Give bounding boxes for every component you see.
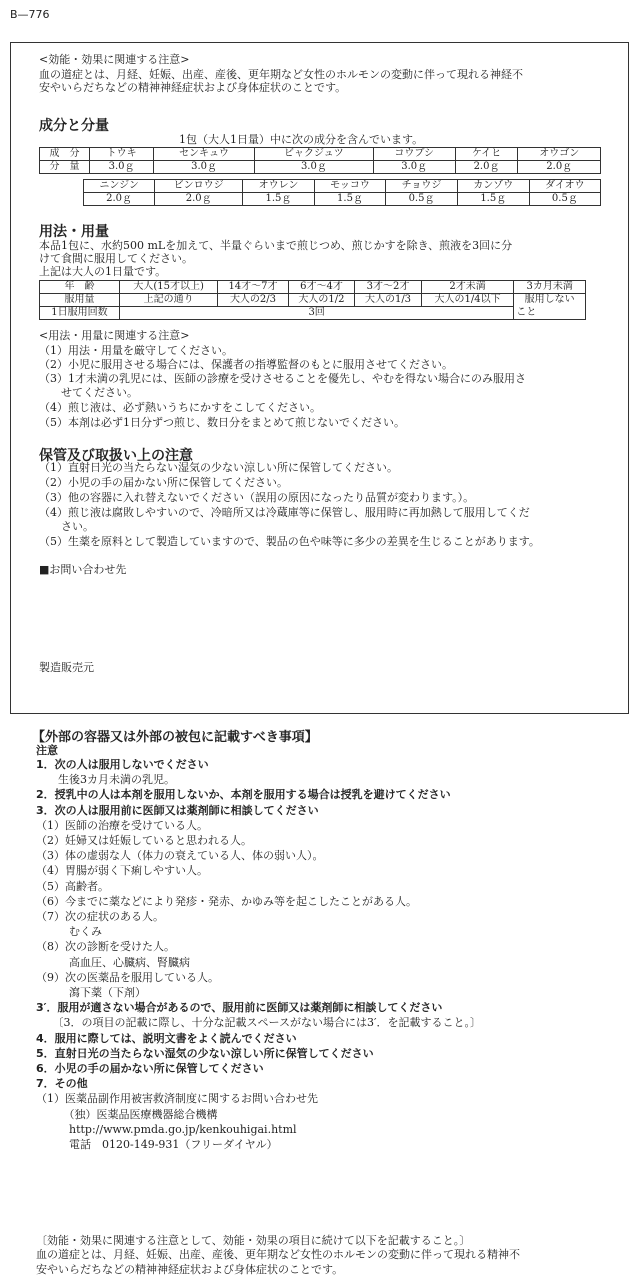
table-cell: ダイオウ	[529, 180, 600, 193]
page-code: B—776	[10, 8, 50, 21]
outer-caution-line: 電話 0120-149-931（フリーダイヤル）	[36, 1138, 278, 1151]
footer-line: 〔効能・効果に関連する注意として、効能・効果の項目に続けて以下を記載すること。〕	[36, 1234, 471, 1247]
ingredients-intro: 1包（大人1日量）中に次の成分を含んでいます。	[179, 133, 424, 146]
table-cell: 3.0ｇ	[154, 161, 255, 174]
outer-caution-line: むくみ	[36, 925, 102, 939]
table-cell: センキュウ	[154, 148, 255, 161]
table-cell: 大人の2/3	[218, 294, 288, 307]
outer-caution-line: （5）高齢者。	[36, 879, 109, 893]
outer-caution-line: 3′．服用が適さない場合があるので、服用前に医師又は薬剤師に相談してください	[36, 1001, 443, 1015]
outer-caution-line: 生後3カ月未満の乳児。	[36, 773, 175, 787]
table-cell: オウレン	[243, 180, 315, 193]
usage-notes-heading: <用法・用量に関連する注意>	[39, 329, 190, 342]
table-cell: 年 齢	[40, 281, 120, 294]
table-cell: 2.0ｇ	[518, 161, 601, 174]
outer-caution-line: （3）体の虚弱な人（体力の衰えている人、体の弱い人）。	[36, 849, 324, 863]
table-cell: ビンロウジ	[155, 180, 243, 193]
table-cell: 2才未満	[421, 281, 514, 294]
outer-caution-line: （独）医薬品医療機器総合機構	[36, 1107, 218, 1121]
table-cell: 服用量	[40, 294, 120, 307]
table-cell: 大人の1/4以下	[421, 294, 514, 307]
inquiry-label: ■お問い合わせ先	[39, 563, 127, 576]
table-cell: 服用しない	[514, 294, 586, 307]
table-cell: 分 量	[40, 161, 90, 174]
dosage-table	[39, 280, 586, 320]
table-cell: 3カ月未満	[514, 281, 586, 294]
table-cell: 6才〜4才	[288, 281, 355, 294]
table-cell: 14才〜7才	[218, 281, 288, 294]
outer-caution: 注意	[36, 744, 58, 757]
storage-note: （4）煎じ液は腐敗しやすいので、冷暗所又は冷蔵庫等に保管し、服用時に再加熱して服用してくだ	[39, 506, 530, 519]
table-cell: 3.0ｇ	[373, 161, 455, 174]
table-cell: 0.5ｇ	[529, 193, 600, 206]
table-cell: トウキ	[90, 148, 154, 161]
footer-line: 安やいらだちなどの精神神経症状および身体症状のことです。	[36, 1263, 344, 1276]
table-cell: 2.0ｇ	[455, 161, 518, 174]
outer-caution-line: 7．その他	[36, 1077, 88, 1091]
ingredients-table-2	[83, 179, 601, 206]
outer-heading: 【外部の容器又は外部の被包に記載すべき事項】	[32, 730, 318, 745]
storage-note: さい。	[39, 520, 94, 533]
storage-note: （2）小児の手の届かない所に保管してください。	[39, 476, 288, 489]
usage-line: けて食間に服用してください。	[39, 252, 193, 265]
outer-caution-line: （2）妊婦又は妊娠していると思われる人。	[36, 834, 252, 847]
storage-note: （5）生薬を原料として製造していますので、製品の色や味等に多少の差異を生じることがあります。	[39, 535, 540, 548]
usage-note: （5）本剤は必ず1日分ずつ煎じ、数日分をまとめて煎じないでください。	[39, 416, 405, 429]
outer-caution-line: （1）医薬品副作用被害救済制度に関するお問い合わせ先	[36, 1092, 318, 1106]
table-cell: 大人の1/3	[355, 294, 422, 307]
storage-heading: 保管及び取扱い上の注意	[39, 448, 193, 464]
table-cell: 2.0ｇ	[155, 193, 243, 206]
usage-note: （2）小児に服用させる場合には、保護者の指導監督のもとに服用させてください。	[39, 358, 453, 371]
table-cell: カンゾウ	[457, 180, 529, 193]
table-cell: 1.5ｇ	[457, 193, 529, 206]
table-cell: 大人(15才以上)	[119, 281, 217, 294]
outer-caution-line: （8）次の診断を受けた人。	[36, 940, 175, 954]
outer-caution-line: 瀉下薬（下剤）	[36, 986, 146, 999]
usage-line: 上記は大人の1日量です。	[39, 265, 167, 278]
table-cell: ニンジン	[84, 180, 155, 193]
table-cell: 1.5ｇ	[314, 193, 386, 206]
outer-caution-line: 4．服用に際しては、説明文書をよく読んでください	[36, 1031, 297, 1045]
storage-note: （1）直射日光の当たらない湿気の少ない涼しい所に保管してください。	[39, 461, 398, 474]
outer-caution-line: （4）胃腸が弱く下痢しやすい人。	[36, 864, 208, 878]
table-cell: ケイヒ	[455, 148, 518, 161]
outer-caution-line: （9）次の医薬品を服用している人。	[36, 970, 219, 984]
package-insert-box	[10, 42, 629, 714]
table-cell: 0.5ｇ	[386, 193, 458, 206]
table-cell: ビャクジュツ	[254, 148, 373, 161]
efficacy-line: 安やいらだちなどの精神神経症状および身体症状のことです。	[39, 81, 347, 94]
table-cell: オウゴン	[518, 148, 601, 161]
table-cell: 3才〜2才	[355, 281, 422, 294]
table-cell: チョウジ	[386, 180, 458, 193]
usage-note: （3）1才未満の乳児には、医師の診療を受けさせることを優先し、やむを得ない場合にのみ服用さ	[39, 372, 526, 385]
table-cell: 1.5ｇ	[243, 193, 315, 206]
table-cell: モッコウ	[314, 180, 386, 193]
table-cell: 大人の1/2	[288, 294, 355, 307]
efficacy-heading: <効能・効果に関連する注意>	[39, 53, 190, 66]
table-cell: 成 分	[40, 148, 90, 161]
outer-caution-line: 6．小児の手の届かない所に保管してください	[36, 1062, 264, 1075]
table-cell: 3.0ｇ	[90, 161, 154, 174]
footer-line: 血の道症とは、月経、妊娠、出産、産後、更年期など女性のホルモンの変動に伴って現れる精神不	[36, 1248, 520, 1261]
outer-caution-line: 2．授乳中の人は本剤を服用しないか、本剤を服用する場合は授乳を避けてください	[36, 788, 451, 802]
usage-note: （1）用法・用量を厳守してください。	[39, 344, 233, 357]
manufacturer-label: 製造販売元	[39, 661, 94, 674]
storage-note: （3）他の容器に入れ替えないでください（誤用の原因になったり品質が変わります。）。	[39, 491, 475, 504]
table-cell: 上記の通り	[119, 294, 217, 307]
table-cell: コウブシ	[373, 148, 455, 161]
outer-caution-line: 5．直射日光の当たらない湿気の少ない涼しい所に保管してください	[36, 1046, 374, 1060]
table-cell: 2.0ｇ	[84, 193, 155, 206]
table-cell: 1日服用回数	[40, 307, 120, 320]
outer-caution-line: 3．次の人は服用前に医師又は薬剤師に相談してください	[36, 803, 319, 817]
outer-caution-line: 高血圧、心臓病、腎臓病	[36, 955, 190, 969]
outer-caution-line: （7）次の症状のある人。	[36, 910, 164, 923]
table-cell: こと	[514, 307, 586, 320]
ingredients-table-1	[39, 147, 601, 174]
usage-heading: 用法・用量	[39, 224, 109, 240]
usage-line: 本品1包に、水約500 mLを加えて、半量ぐらいまで煎じつめ、煎じかすを除き、煎液を3回に分	[39, 239, 513, 252]
ingredients-heading: 成分と分量	[39, 118, 109, 134]
usage-note: せてください。	[39, 386, 138, 399]
efficacy-line: 血の道症とは、月経、妊娠、出産、産後、更年期など女性のホルモンの変動に伴って現れる神経不	[39, 68, 523, 81]
table-cell: 3回	[119, 307, 513, 320]
outer-caution-line: 1．次の人は服用しないでください	[36, 758, 209, 771]
outer-caution-line: （1）医師の治療を受けている人。	[36, 818, 208, 832]
outer-caution-line: 〔3．の項目の記載に際し、十分な記載スペースがない場合には3′．を記載すること。〕	[36, 1016, 481, 1030]
table-cell: 3.0ｇ	[254, 161, 373, 174]
usage-note: （4）煎じ液は、必ず熱いうちにかすをこしてください。	[39, 401, 321, 414]
outer-caution-line: （6）今までに薬などにより発疹・発赤、かゆみ等を起こしたことがある人。	[36, 894, 417, 908]
outer-caution-line: http://www.pmda.go.jp/kenkouhigai.html	[36, 1122, 297, 1136]
